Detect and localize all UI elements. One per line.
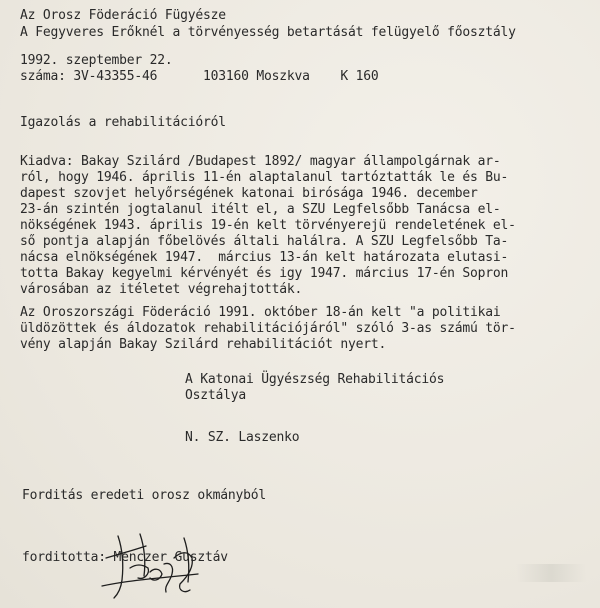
paragraph-1-line: ső pontja alapján főbelövés általi halálra. A SZU Legfelsőbb Ta- <box>20 234 509 249</box>
paragraph-1-line: Kiadva: Bakay Szilárd /Budapest 1892/ magyar állampolgárnak ar- <box>20 154 501 169</box>
paragraph-2-line: Az Oroszországi Föderáció 1991. október 18-án kelt "a politikai <box>20 305 501 320</box>
paragraph-1-line: városában az itéletet végrehajtották. <box>20 282 303 297</box>
paragraph-1-line: nácsa elnökségének 1947. március 13-án kelt határozata elutasi- <box>20 250 509 265</box>
translation-note: Forditás eredeti orosz okmányból <box>22 488 267 503</box>
signatory-name: N. SZ. Laszenko <box>185 430 300 445</box>
paragraph-1-line: totta Bakay kegyelmi kérvényét és igy 1947. március 17-én Sopron <box>20 266 509 281</box>
document-number: száma: 3V-43355-46 103160 Moszkva K 160 <box>20 69 379 84</box>
translator-line: forditotta: Menczer Gusztáv <box>22 550 228 565</box>
signatory-office-line-2: Osztálya <box>185 388 247 403</box>
paper-smudge <box>516 564 586 582</box>
paragraph-1-line: dapest szovjet helyőrségének katonai birósága 1946. december <box>20 186 478 201</box>
document-date: 1992. szeptember 22. <box>20 53 173 68</box>
paragraph-2-line: üldözöttek és áldozatok rehabilitációjáról" szóló 3-as számú tör- <box>20 321 516 336</box>
handwritten-signature <box>100 528 210 604</box>
signatory-office-line-1: A Katonai Ügyészség Rehabilitációs <box>185 372 445 387</box>
paragraph-2-line: vény alapján Bakay Szilárd rehabilitációt nyert. <box>20 337 387 352</box>
paragraph-1-line: 23-án szintén jogtalanul itélt el, a SZU Legfelsőbb Tanácsa el- <box>20 202 501 217</box>
header-line-2: A Fegyveres Erőknél a törvényesség betartását felügyelő főosztály <box>20 25 516 40</box>
paragraph-1-line: ról, hogy 1946. április 11-én alaptalanul tartóztatták le és Bu- <box>20 170 509 185</box>
paragraph-1-line: nökségének 1943. április 19-én kelt törvényerejü rendeletének el- <box>20 218 516 233</box>
document-title: Igazolás a rehabilitációról <box>20 115 226 130</box>
header-line-1: Az Orosz Föderáció Fügyésze <box>20 8 226 23</box>
